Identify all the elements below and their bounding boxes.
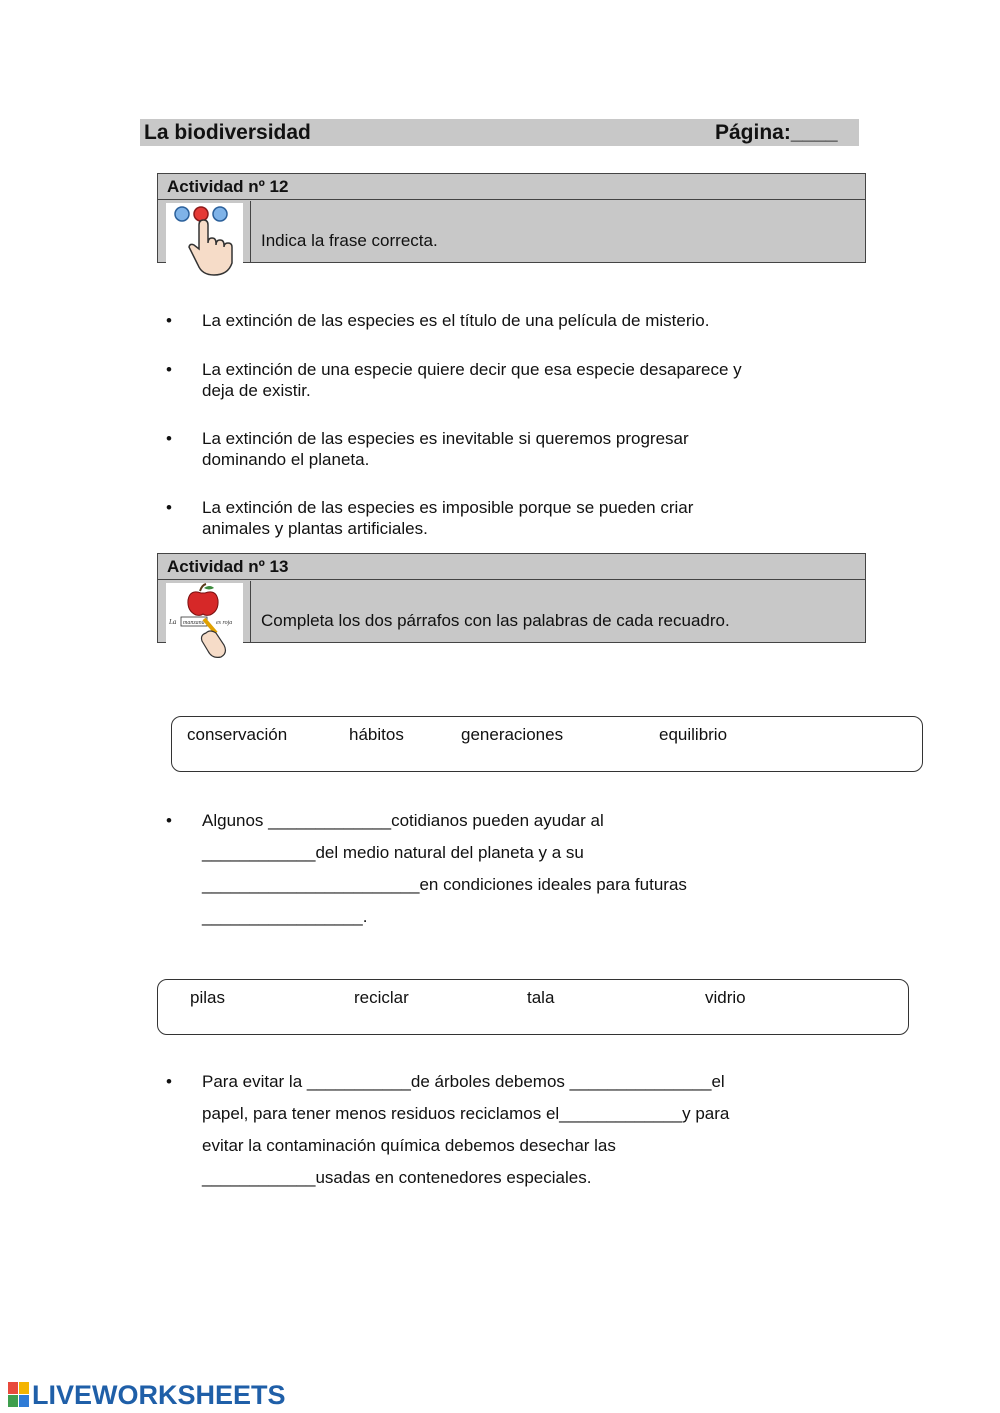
activity-13-instruction: Completa los dos párrafos con las palabras de cada recuadro. <box>261 611 730 630</box>
brand-name: LIVEWORKSHEETS <box>32 1380 286 1410</box>
word-chip[interactable]: equilibrio <box>659 725 728 744</box>
paragraph-2-line[interactable]: Para evitar la ___________de árboles debemos _______________el <box>202 1072 725 1091</box>
paragraph-1-line[interactable]: _________________. <box>202 907 368 926</box>
svg-text:manzana: manzana <box>183 620 205 626</box>
word-chip[interactable]: tala <box>527 988 555 1007</box>
worksheet-header <box>140 119 859 146</box>
activity-12-heading: Actividad nº 12 <box>158 174 865 200</box>
liveworksheets-blocks-icon <box>8 1382 30 1408</box>
word-bank-1 <box>171 716 923 772</box>
activity-12-pictogram <box>158 201 251 262</box>
word-chip[interactable]: hábitos <box>349 725 404 744</box>
paragraph-1-bullet: • <box>166 811 172 830</box>
activity-12-box <box>157 173 866 263</box>
word-chip[interactable]: conservación <box>187 725 288 744</box>
paragraph-2-bullet: • <box>166 1072 172 1091</box>
activity-13-heading: Actividad nº 13 <box>158 554 865 580</box>
paragraph-1-line[interactable]: _______________________en condiciones ideales para futuras <box>202 875 687 894</box>
paragraph-1-line[interactable]: Algunos _____________cotidianos pueden ayudar al <box>202 811 604 830</box>
worksheet-title: La biodiversidad <box>144 121 311 144</box>
page-number-label: Página:____ <box>715 121 838 144</box>
paragraph-1-line[interactable]: ____________del medio natural del planeta y a su <box>202 843 584 862</box>
svg-text:La: La <box>169 618 177 626</box>
word-chip[interactable]: generaciones <box>461 725 564 744</box>
activity-12-instruction: Indica la frase correcta. <box>261 231 438 250</box>
word-chip[interactable]: vidrio <box>705 988 746 1007</box>
svg-text:es roja: es roja <box>216 620 233 626</box>
hand-select-dots-icon <box>166 203 243 279</box>
paragraph-2-line[interactable]: papel, para tener menos residuos reciclamos el_____________y para <box>202 1104 730 1123</box>
word-bank-2 <box>157 979 909 1035</box>
activity-13-pictogram <box>158 581 251 642</box>
apple-writing-icon <box>166 583 243 659</box>
word-chip[interactable]: reciclar <box>354 988 409 1007</box>
word-chip[interactable]: pilas <box>190 988 225 1007</box>
activity-13-box <box>157 553 866 643</box>
paragraph-2-line[interactable]: ____________usadas en contenedores especiales. <box>202 1168 592 1187</box>
paragraph-2-line[interactable]: evitar la contaminación química debemos desechar las <box>202 1136 616 1155</box>
